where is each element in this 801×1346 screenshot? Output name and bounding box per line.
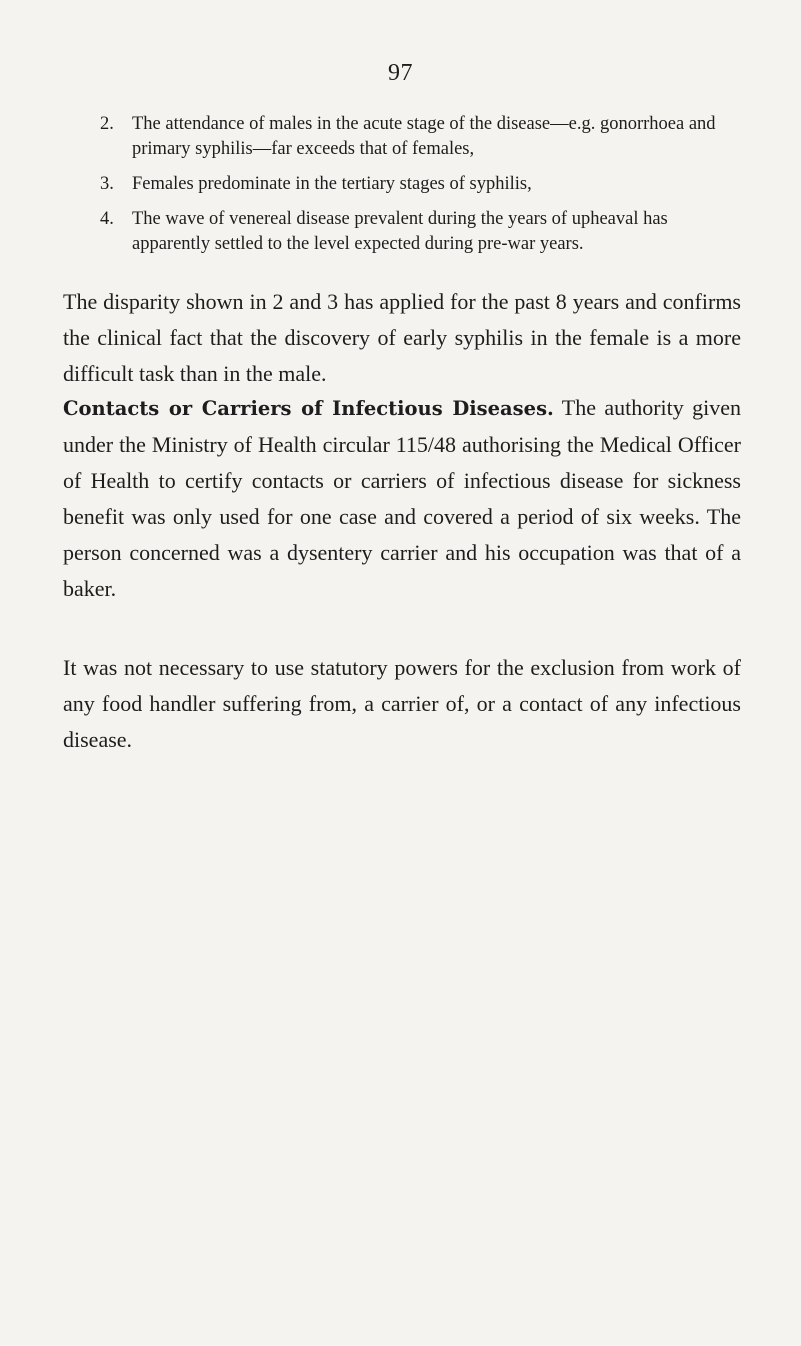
page-number: 97 — [388, 60, 413, 86]
list-item-number: 3. — [100, 174, 114, 194]
list-item — [100, 112, 740, 162]
list-item-text: Females predominate in the tertiary stages of syphilis, — [132, 174, 532, 194]
list-item-text: The attendance of males in the acute stage of the disease—e.g. gonorrhoea and primary syphilis—far exceeds that of females, — [132, 114, 716, 159]
section-heading: Contacts or Carriers of Infectious Diseases. — [63, 397, 554, 420]
statutory-powers-paragraph: It was not necessary to use statutory powers for the exclusion from work of any food handler suffering from, a carrier of, or a contact of any infectious disease. — [63, 655, 741, 752]
contacts-paragraph-body: The authority given under the Ministry of Health circular 115/48 authorising the Medical Officer of Health to certify contacts or carriers of infectious disease for sickness benefit was only used for one case and covered a period of six weeks. The person concerned was a dysentery carrier and his occupation was that of a baker. — [63, 395, 741, 601]
list-item-number: 2. — [100, 114, 114, 134]
list-item — [100, 172, 740, 197]
list-item-text: The wave of venereal disease prevalent during the years of upheaval has apparently settled to the level expected during pre-war years. — [132, 209, 668, 254]
list-item — [100, 207, 740, 257]
numbered-list — [100, 112, 740, 267]
disparity-paragraph: The disparity shown in 2 and 3 has applied for the past 8 years and confirms the clinical fact that the discovery of early syphilis in the female is a more difficult task than in the male. — [63, 289, 741, 386]
list-item-number: 4. — [100, 209, 114, 229]
contacts-paragraph — [63, 390, 741, 607]
